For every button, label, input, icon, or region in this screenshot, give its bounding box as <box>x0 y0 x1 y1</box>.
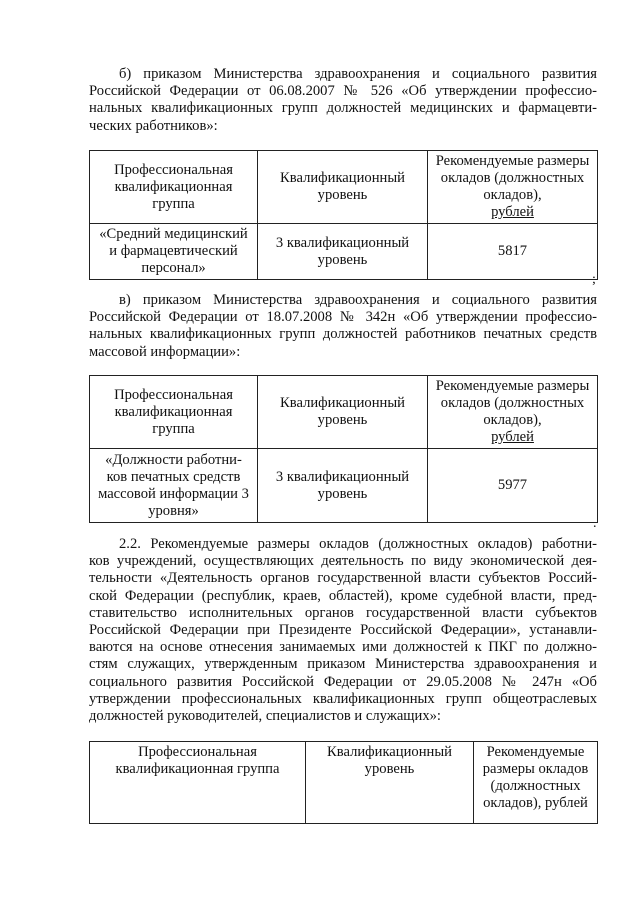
paragraph-line: нальных квалификационных групп должностей медицинских и фармацевти- <box>89 100 597 117</box>
paragraph-line: ской Федерации (республик, краев, областей), кроме судебной власти, пред- <box>89 587 597 604</box>
table-header-row <box>90 376 598 449</box>
table-header-row <box>90 151 598 224</box>
paragraph-line: утверждении профессиональных квалификационных групп общеотраслевых <box>89 690 597 707</box>
paragraph-line: ческих работников»: <box>89 117 218 134</box>
paragraph-2-2 <box>89 536 597 725</box>
paragraph-line: тельности «Деятельность органов государственной власти субъектов Россий- <box>89 570 597 587</box>
paragraph-b <box>89 66 597 135</box>
paragraph-line: массовой информации»: <box>89 343 241 360</box>
paragraph-line: нальных квалификационных групп должностей работников печатных средств <box>89 326 597 343</box>
dot-mark: . <box>593 516 597 531</box>
header-cell-salary <box>428 376 598 449</box>
table-2-2 <box>89 741 598 824</box>
paragraph-line: ков учреждений, осуществляющих деятельность по виду экономической дея- <box>89 553 597 570</box>
header-cell-group: Профессиональная квалификационная группа <box>90 151 258 224</box>
paragraph-line: в) приказом Министерства здравоохранения и социального развития <box>119 292 597 308</box>
table-row <box>90 224 598 280</box>
paragraph-line: стям служащих, утвержденным приказом Министерства здравоохранения и <box>89 656 597 673</box>
cell-level: 3 квалификационный уровень <box>258 449 428 523</box>
header-cell-level: Квалификационный уровень <box>258 376 428 449</box>
header-cell-group: Профессиональная квалификационная группа <box>90 742 306 824</box>
table-header-row <box>90 742 598 824</box>
paragraph-line: должностей руководителей, специалистов и служащих»: <box>89 708 441 725</box>
cell-level: 3 квалификационный уровень <box>258 224 428 280</box>
header-salary-text: Рекомендуемые размеры окладов (должностных окладов), <box>435 153 590 203</box>
cell-group: «Средний медицинский и фармацевтический персонал» <box>90 224 258 280</box>
paragraph-line: Российской Федерации от 06.08.2007 № 526 «Об утверждении профессио- <box>89 83 597 100</box>
paragraph-line: Российской Федерации от 18.07.2008 № 342н «Об утверждении профессио- <box>89 309 597 326</box>
semicolon-mark: ; <box>592 272 596 287</box>
paragraph-line: Российской Федерации при Президенте Российской Федерации», устанавли- <box>89 622 597 639</box>
table-v <box>89 375 598 523</box>
header-salary-text: Рекомендуемые размеры окладов (должностных окладов), <box>435 378 590 428</box>
header-cell-level: Квалификационный уровень <box>306 742 474 824</box>
table-b <box>89 150 598 280</box>
header-salary-unit: рублей <box>491 204 534 220</box>
paragraph-line: б) приказом Министерства здравоохранения и социального развития <box>119 66 597 82</box>
header-cell-group: Профессиональная квалификационная группа <box>90 376 258 449</box>
cell-salary: 5977 <box>428 449 598 523</box>
cell-group: «Должности работни- ков печатных средств массовой информации 3 уровня» <box>90 449 258 523</box>
cell-salary: 5817 <box>428 224 598 280</box>
header-cell-salary: Рекомендуемые размеры окладов (должностных окладов), рублей <box>474 742 598 824</box>
paragraph-line: 2.2. Рекомендуемые размеры окладов (должностных окладов) работни- <box>119 536 597 552</box>
paragraph-line: ваются на основе отнесения занимаемых ими должностей к ПКГ по должно- <box>89 639 597 656</box>
paragraph-line: социального развития Российской Федерации от 29.05.2008 № 247н «Об <box>89 673 597 690</box>
table-row <box>90 449 598 523</box>
header-salary-unit: рублей <box>491 429 534 445</box>
header-cell-level: Квалификационный уровень <box>258 151 428 224</box>
paragraph-v <box>89 292 597 361</box>
paragraph-line: ставительство исполнительных органов государственной власти субъектов <box>89 604 597 621</box>
header-cell-salary <box>428 151 598 224</box>
